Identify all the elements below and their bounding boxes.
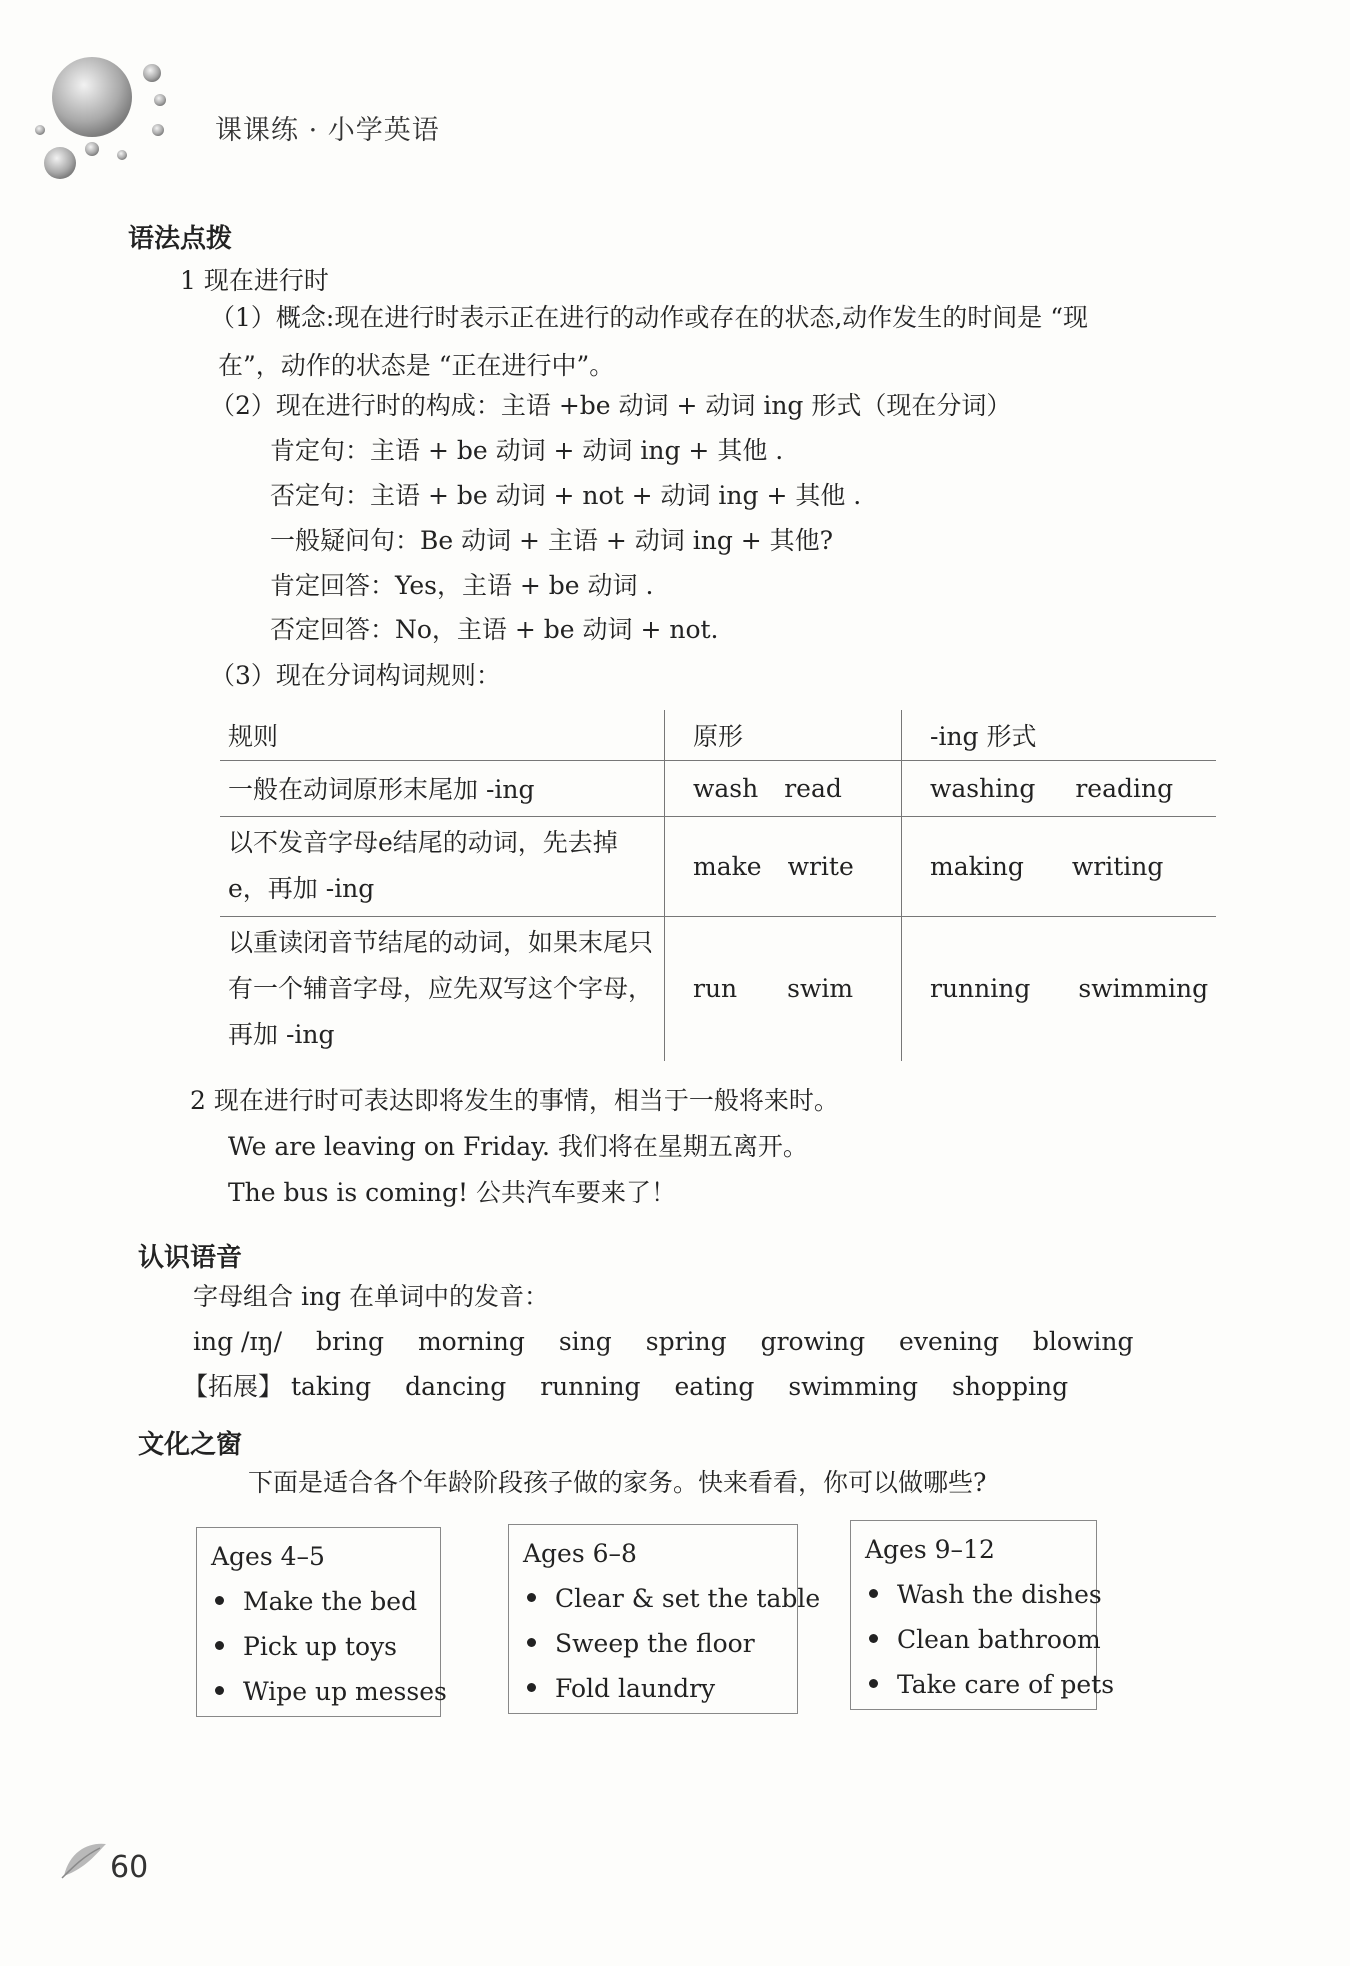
grammar-heading: 语法点拨 — [128, 224, 233, 254]
header-ing: -ing 形式 — [930, 721, 1037, 751]
ing-word: running — [930, 974, 1031, 1004]
base-word: run — [693, 974, 738, 1004]
extension-label: 【拓展】 — [183, 1372, 284, 1401]
phonics-word: spring — [645, 1327, 727, 1356]
ing-cell — [902, 916, 1217, 1061]
list-item: Fold laundry — [523, 1674, 783, 1703]
list-item: Wipe up messes — [211, 1677, 426, 1706]
affirmative-sentence: 肯定句：主语 + be 动词 + 动词 ing + 其他 . — [270, 436, 784, 465]
list-item: Make the bed — [211, 1587, 426, 1616]
chores-box-ages-9-12 — [850, 1520, 1115, 1710]
phonics-word: blowing — [1032, 1327, 1134, 1356]
base-cell — [665, 916, 902, 1061]
phonics-intro: 字母组合 ing 在单词中的发音： — [193, 1282, 549, 1311]
bullet-icon — [215, 1596, 224, 1605]
ing-word: making — [930, 851, 1024, 881]
bubbles-decoration-icon — [30, 55, 200, 185]
rules-title: （3）现在分词构词规则： — [210, 661, 501, 690]
example-sentence-1: We are leaving on Friday. 我们将在星期五离开。 — [228, 1132, 808, 1161]
bullet-icon — [215, 1641, 224, 1650]
bullet-icon — [869, 1634, 878, 1643]
bullet-icon — [869, 1589, 878, 1598]
chores-box-title: Ages 4–5 — [211, 1542, 325, 1571]
rules-table-wrap — [220, 710, 1216, 1061]
extension-word: eating — [674, 1372, 755, 1401]
extension-word: shopping — [952, 1372, 1069, 1401]
table-row — [220, 916, 1216, 1061]
bullet-icon — [527, 1593, 536, 1602]
extension-word: dancing — [405, 1372, 507, 1401]
leaf-decoration-icon — [60, 1840, 110, 1880]
base-word: wash — [693, 773, 759, 803]
extension-word-list — [183, 1374, 1094, 1399]
rule-cell: 一般在动词原形末尾加 -ing — [220, 760, 665, 816]
rule-cell: 以不发音字母e结尾的动词，先去掉e，再加 -ing — [220, 816, 665, 916]
ing-cell — [902, 816, 1217, 916]
no-answer: 否定回答：No，主语 + be 动词 + not. — [270, 615, 719, 644]
header-base: 原形 — [665, 710, 902, 760]
chores-box-ages-4-5 — [196, 1527, 447, 1717]
culture-heading: 文化之窗 — [138, 1430, 243, 1460]
table-row — [220, 816, 1216, 916]
ing-word: writing — [1071, 851, 1164, 881]
list-item: Clear & set the table — [523, 1584, 783, 1613]
phonics-word-list — [193, 1329, 1159, 1354]
base-word: write — [787, 851, 854, 881]
base-word: swim — [787, 974, 854, 1004]
header-rule: 规则 — [220, 710, 665, 760]
list-item: Pick up toys — [211, 1632, 426, 1661]
rule-cell: 以重读闭音节结尾的动词，如果末尾只有一个辅音字母，应先双写这个字母，再加 -ing — [220, 916, 665, 1061]
example-sentence-2: The bus is coming! 公共汽车要来了！ — [228, 1178, 677, 1207]
structure-title: （2）现在进行时的构成：主语 +be 动词 + 动词 ing 形式（现在分词） — [210, 391, 1012, 420]
question-sentence: 一般疑问句：Be 动词 + 主语 + 动词 ing + 其他? — [270, 526, 834, 555]
phonics-word: morning — [417, 1327, 525, 1356]
list-item: Take care of pets — [865, 1670, 1082, 1699]
list-item: Wash the dishes — [865, 1580, 1082, 1609]
extension-word: swimming — [788, 1372, 919, 1401]
ipa-label: ing /ɪŋ/ — [193, 1327, 282, 1356]
ing-cell — [902, 760, 1217, 816]
phonics-word: evening — [899, 1327, 999, 1356]
chores-box-ages-6-8 — [508, 1524, 821, 1714]
bullet-icon — [869, 1679, 878, 1688]
culture-intro: 下面是适合各个年龄阶段孩子做的家务。快来看看，你可以做哪些? — [248, 1468, 987, 1497]
base-word: read — [784, 773, 842, 803]
concept-line1: （1）概念:现在进行时表示正在进行的动作或存在的状态,动作发生的时间是 “现 — [210, 303, 1089, 332]
bullet-icon — [527, 1638, 536, 1647]
base-cell — [665, 760, 902, 816]
yes-answer: 肯定回答：Yes，主语 + be 动词 . — [270, 571, 654, 600]
list-item: Sweep the floor — [523, 1629, 783, 1658]
concept-line2: 在”，动作的状态是 “正在进行中”。 — [218, 351, 615, 380]
phonics-word: bring — [315, 1327, 385, 1356]
table-header-row — [220, 710, 1216, 760]
base-cell — [665, 816, 902, 916]
chores-box-title: Ages 9–12 — [865, 1535, 995, 1564]
page-number: 60 — [110, 1850, 149, 1885]
phonics-word: sing — [558, 1327, 612, 1356]
ing-word: reading — [1075, 773, 1174, 803]
ing-word: swimming — [1078, 974, 1209, 1004]
extension-word: taking — [290, 1372, 372, 1401]
item2-title: 2 现在进行时可表达即将发生的事情，相当于一般将来时。 — [190, 1086, 839, 1115]
negative-sentence: 否定句：主语 + be 动词 + not + 动词 ing + 其他 . — [270, 481, 862, 510]
list-item: Clean bathroom — [865, 1625, 1082, 1654]
rules-table — [220, 710, 1216, 1061]
ing-word: washing — [930, 773, 1036, 803]
base-word: make — [693, 851, 762, 881]
chores-box-title: Ages 6–8 — [523, 1539, 637, 1568]
book-title: 课课练 · 小学英语 — [215, 115, 440, 146]
table-row — [220, 760, 1216, 816]
item1-title: 1 现在进行时 — [180, 266, 329, 295]
bullet-icon — [527, 1683, 536, 1692]
extension-word: running — [540, 1372, 641, 1401]
phonics-heading: 认识语音 — [138, 1243, 243, 1273]
phonics-word: growing — [760, 1327, 866, 1356]
bullet-icon — [215, 1686, 224, 1695]
